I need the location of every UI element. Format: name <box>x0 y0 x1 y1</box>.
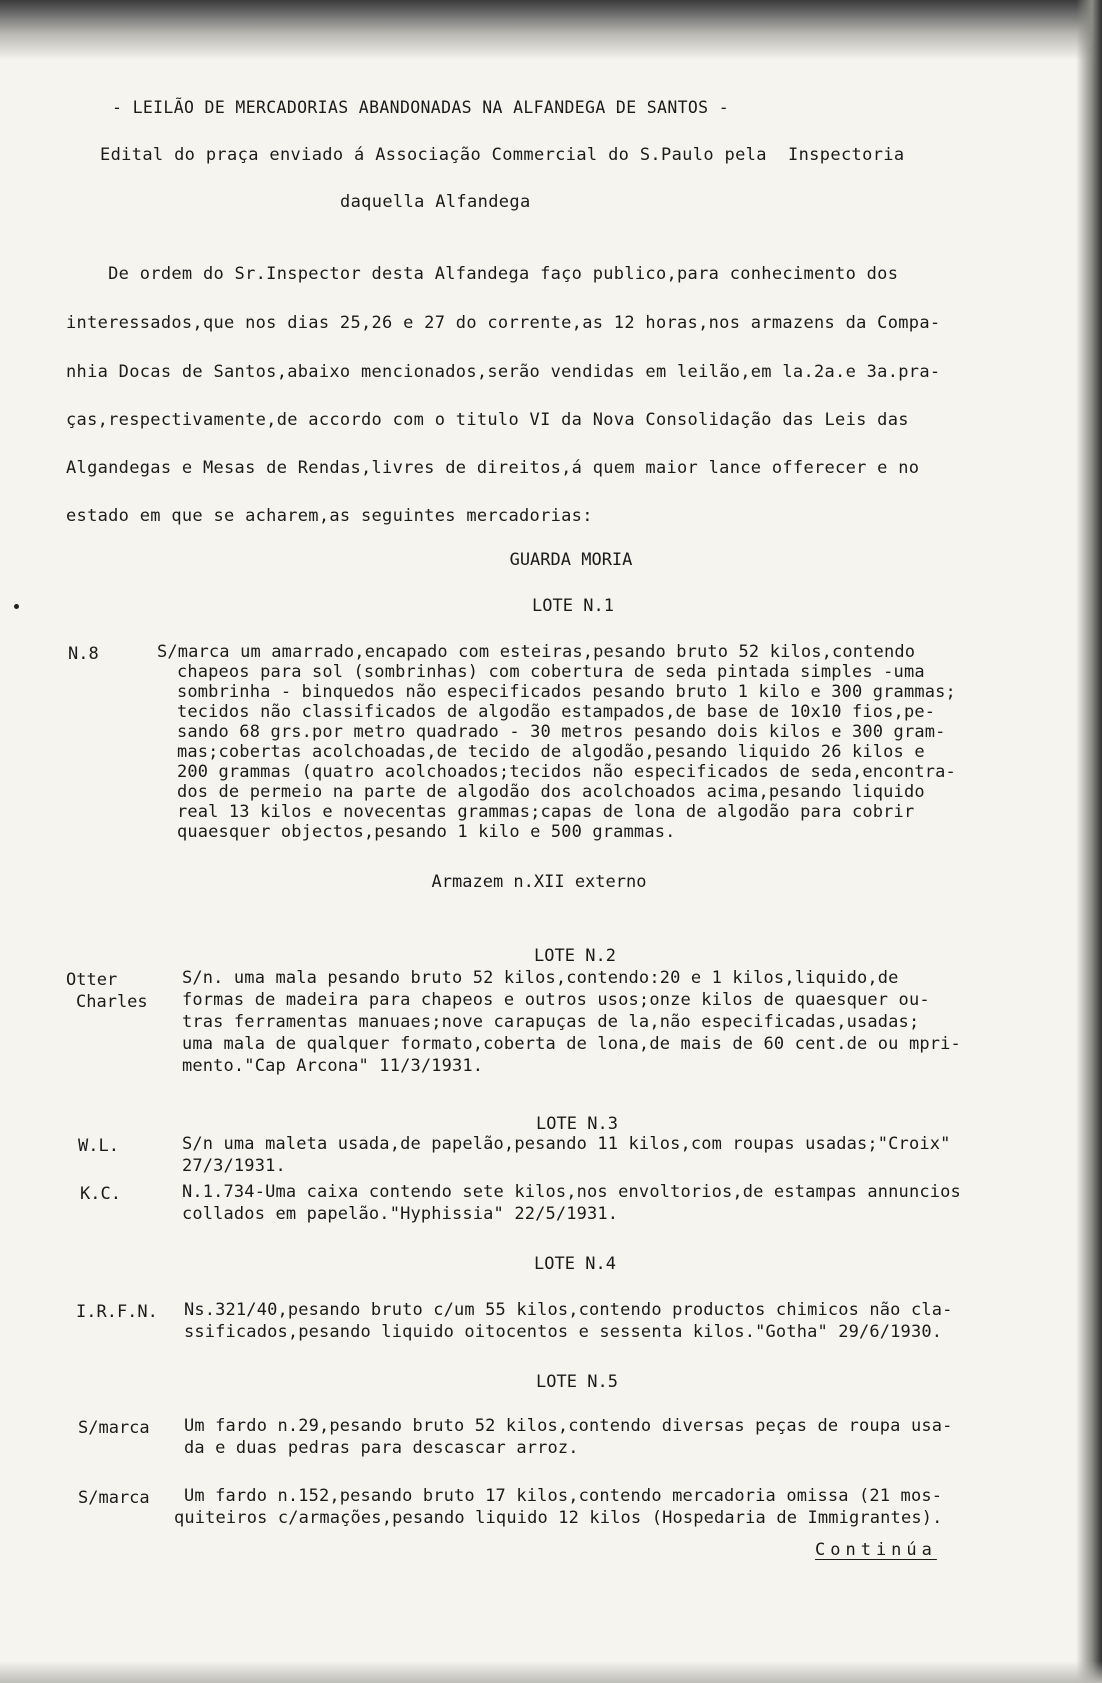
lote-3-line: collados em papelão."Hyphissia" 22/5/1931. <box>182 1204 619 1224</box>
lote-1-line: 200 grammas (quatro acolchoados;tecidos não especificados de seda,encontra- <box>177 762 956 782</box>
lote-1-line: quaesquer objectos,pesando 1 kilo e 500 grammas. <box>177 822 676 842</box>
section-heading-guarda-moria: GUARDA MORIA <box>509 550 633 570</box>
lote-5-mark: S/marca <box>78 1488 150 1508</box>
lote-2-line: tras ferramentas manuaes;nove carapuças de la,não especificadas,usadas; <box>182 1012 920 1032</box>
punch-mark <box>14 604 19 609</box>
scan-edge-top <box>0 0 1102 60</box>
lote-5-title: LOTE N.5 <box>536 1372 618 1392</box>
lote-2-mark-cont: Charles <box>76 992 148 1012</box>
intro-line: interessados,que nos dias 25,26 e 27 do corrente,as 12 horas,nos armazens da Compa- <box>66 313 941 333</box>
lote-3-title: LOTE N.3 <box>536 1114 618 1134</box>
scan-edge-bottom <box>0 1661 1102 1683</box>
document-title: - LEILÃO DE MERCADORIAS ABANDONADAS NA ALFANDEGA DE SANTOS - <box>112 98 730 117</box>
lote-2-title: LOTE N.2 <box>534 946 616 966</box>
lote-1-title: LOTE N.1 <box>532 596 614 616</box>
lote-4-line: Ns.321/40,pesando bruto c/um 55 kilos,contendo productos chimicos não cla- <box>184 1300 953 1320</box>
lote-1-line: chapeos para sol (sombrinhas) com cobertura de seda pintada simples -uma <box>177 662 925 682</box>
lote-5-line: Um fardo n.152,pesando bruto 17 kilos,contendo mercadoria omissa (21 mos- <box>184 1486 943 1506</box>
lote-2-line: uma mala de qualquer formato,coberta de lona,de mais de 60 cent.de ou mpri- <box>182 1034 961 1054</box>
lote-1-line: mas;cobertas acolchoadas,de tecido de algodão,pesando liquido 26 kilos e <box>177 742 925 762</box>
lote-4-mark: I.R.F.N. <box>76 1302 158 1322</box>
intro-line: ças,respectivamente,de accordo com o titulo VI da Nova Consolidação das Leis das <box>66 410 909 430</box>
lote-1-line: dos de permeio na parte de algodão dos acolchoados acima,pesando liquido <box>177 782 925 802</box>
lote-1-line: real 13 kilos e novecentas grammas;capas de lona de algodão para cobrir <box>177 802 915 822</box>
lote-3-line: 27/3/1931. <box>182 1156 286 1176</box>
intro-line: Algandegas e Mesas de Rendas,livres de direitos,á quem maior lance offerecer e no <box>66 458 920 478</box>
lote-3-line: N.1.734-Uma caixa contendo sete kilos,nos envoltorios,de estampas annuncios <box>182 1182 961 1202</box>
lote-2-mark: Otter <box>66 970 118 990</box>
document-subtitle-cont: daquella Alfandega <box>340 192 531 212</box>
lote-5-line: quiteiros c/armações,pesando liquido 12 kilos (Hospedaria de Immigrantes). <box>174 1508 943 1528</box>
lote-1-line: sombrinha - binquedos não especificados pesando bruto 1 kilo e 300 grammas; <box>177 682 956 702</box>
document-subtitle: Edital do praça enviado á Associação Commercial do S.Paulo pela Inspectoria <box>100 145 905 165</box>
lote-3-mark: K.C. <box>80 1184 121 1204</box>
continua-label: Continúa <box>815 1540 937 1560</box>
lote-2-line: mento."Cap Arcona" 11/3/1931. <box>182 1056 484 1076</box>
lote-4-line: ssificados,pesando liquido oitocentos e sessenta kilos."Gotha" 29/6/1930. <box>184 1322 943 1342</box>
lote-2-line: S/n. uma mala pesando bruto 52 kilos,contendo:20 e 1 kilos,liquido,de <box>182 968 899 988</box>
lote-2-line: formas de madeira para chapeos e outros usos;onze kilos de quaesquer ou- <box>182 990 930 1010</box>
intro-line: estado em que se acharem,as seguintes mercadorias: <box>66 506 593 526</box>
lote-5-line: da e duas pedras para descascar arroz. <box>184 1438 579 1458</box>
lote-1-line: sando 68 grs.por metro quadrado - 30 metros pesando dois kilos e 300 gram- <box>177 722 946 742</box>
lote-5-mark: S/marca <box>78 1418 150 1438</box>
intro-line: nhia Docas de Santos,abaixo mencionados,serão vendidas em leilão,em la.2a.e 3a.pra- <box>66 362 941 382</box>
lote-4-title: LOTE N.4 <box>534 1254 616 1274</box>
lote-1-line: tecidos não classificados de algodão estampados,de base de 10x10 fios,pe- <box>177 702 936 722</box>
intro-line: De ordem do Sr.Inspector desta Alfandega faço publico,para conhecimento dos <box>66 264 899 284</box>
lote-3-line: S/n uma maleta usada,de papelão,pesando 11 kilos,com roupas usadas;"Croix" <box>182 1134 951 1154</box>
section-heading-armazem: Armazem n.XII externo <box>431 872 647 892</box>
lote-1-line: S/marca um amarrado,encapado com esteiras,pesando bruto 52 kilos,contendo <box>157 642 916 662</box>
lote-1-mark: N.8 <box>68 644 99 664</box>
lote-5-line: Um fardo n.29,pesando bruto 52 kilos,contendo diversas peças de roupa usa- <box>184 1416 953 1436</box>
lote-3-mark: W.L. <box>78 1136 119 1156</box>
scan-edge-right <box>1076 0 1102 1683</box>
